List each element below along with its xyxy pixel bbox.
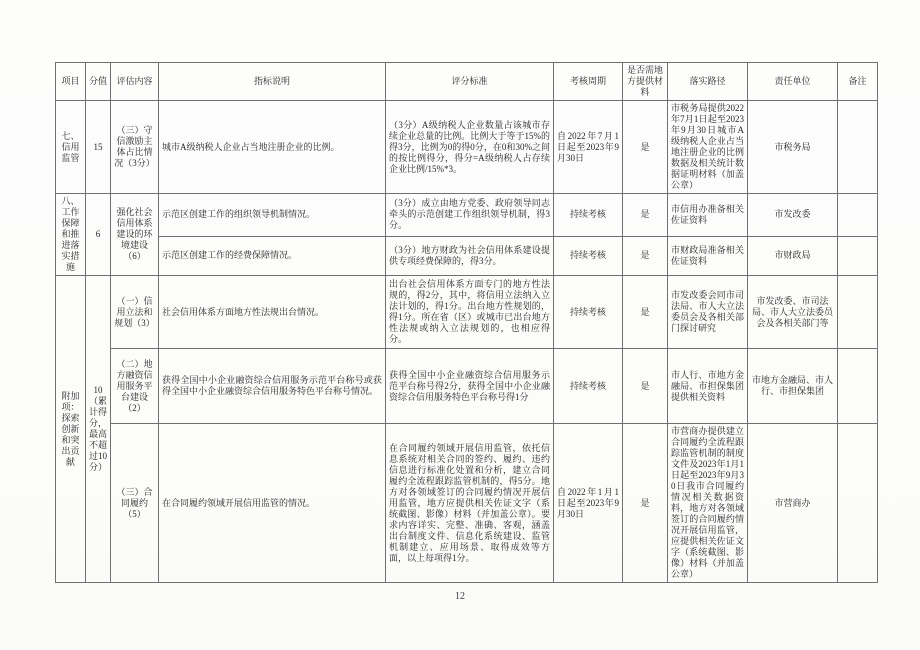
header-period: 考核周期	[554, 63, 623, 101]
table-row	[56, 349, 878, 424]
cell-standard: （3分）成立由地方党委、政府领导同志牵头的示范创建工作组织领导机制，得3分。	[386, 194, 554, 237]
header-path: 落实路径	[668, 63, 748, 101]
header-eval-content: 评估内容	[111, 63, 159, 101]
cell-period: 自2022年1月1日起至2023年9月30日	[554, 424, 623, 583]
cell-project: 七、信用监管	[56, 101, 86, 194]
cell-unit: 市营商办	[748, 424, 838, 583]
cell-material: 是	[623, 236, 668, 275]
cell-period: 自2022年7月1日起至2023年9月30日	[554, 101, 623, 194]
cell-material: 是	[623, 276, 668, 349]
cell-material: 是	[623, 101, 668, 194]
header-unit: 责任单位	[748, 63, 838, 101]
cell-project: 八、工作保障和推进落实措施	[56, 194, 86, 276]
cell-remark	[838, 424, 878, 583]
cell-material: 是	[623, 349, 668, 424]
page-number: 12	[455, 591, 465, 602]
header-standard: 评分标准	[386, 63, 554, 101]
cell-indicator: 社会信用体系方面地方性法规出台情况。	[159, 276, 386, 349]
cell-eval-content: （二）地方融资信用服务平台建设（2）	[111, 349, 159, 424]
cell-remark	[838, 101, 878, 194]
cell-unit: 市地方金融局、市人行、市担保集团	[748, 349, 838, 424]
cell-remark	[838, 236, 878, 275]
evaluation-criteria-table	[55, 62, 878, 583]
cell-period: 持续考核	[554, 349, 623, 424]
cell-score: 15	[86, 101, 111, 194]
cell-standard: 出台社会信用体系方面专门的地方性法规的，得2分，其中，将信用立法纳入立法计划的，得1分。出台地方性规划的，得1分。所在省（区）或城市已出台地方性法规或纳入立法规划的，也相应得分。	[386, 276, 554, 349]
cell-path: 市人行、市地方金融局、市担保集团提供相关资料	[668, 349, 748, 424]
table-row	[56, 236, 878, 275]
cell-material: 是	[623, 194, 668, 237]
cell-material: 是	[623, 424, 668, 583]
cell-project: 附加项：探索创新和突出贡献	[56, 276, 86, 583]
table-row	[56, 276, 878, 349]
cell-eval-content: （三）守信激励主体占比情况（3分）	[111, 101, 159, 194]
cell-indicator: 城市A级纳税人企业占当地注册企业的比例。	[159, 101, 386, 194]
header-indicator: 指标说明	[159, 63, 386, 101]
cell-unit: 市发改委	[748, 194, 838, 237]
table-header-row	[56, 63, 878, 101]
header-material: 是否需地方提供材料	[623, 63, 668, 101]
cell-period: 持续考核	[554, 194, 623, 237]
header-project: 项目	[56, 63, 86, 101]
cell-score: 6	[86, 194, 111, 276]
cell-indicator: 示范区创建工作的经费保障情况。	[159, 236, 386, 275]
cell-eval-content: 强化社会信用体系建设的环境建设（6）	[111, 194, 159, 276]
cell-standard: （3分）地方财政为社会信用体系建设提供专项经费保障的，得3分。	[386, 236, 554, 275]
cell-indicator: 在合同履约领域开展信用监管的情况。	[159, 424, 386, 583]
cell-path: 市营商办提供建立合同履约全流程跟踪监管机制的制度文件及2023年1月1日起至2023年9月30日我市合同履约情况相关数据资料，地方对各领域签订的合同履约情况开展信用监管，应提供相关佐证文字（系统截图、影像）材料（并加盖公章）	[668, 424, 748, 583]
cell-remark	[838, 349, 878, 424]
cell-eval-content: （三）合同履约（5）	[111, 424, 159, 583]
cell-path: 市税务局提供2022年7月1日起至2023年9月30日城市A级纳税人企业占当地注册企业的比例数据及相关统计数据证明材料（加盖公章）	[668, 101, 748, 194]
cell-score: 10（累计得分，最高不超过10分）	[86, 276, 111, 583]
cell-standard: 获得全国中小企业融资综合信用服务示范平台称号得2分，获得全国中小企业融资综合信用服务特色平台称号得1分	[386, 349, 554, 424]
cell-standard: 在合同履约领域开展信用监管，依托信息系统对相关合同的签约、履约、违约信息进行标准化处置和分析，建立合同履约全流程跟踪监管机制的，得5分。地方对各领域签订的合同履约情况开展信用监管，地方应提供相关佐证文字（系统截图、影像）材料（并加盖公章）。要求内容详实、完整、准确、客观，涵盖出台制度文件、信息化系统建设、监管机制建立、应用场景、取得成效等方面，以上每项得1分。	[386, 424, 554, 583]
cell-path: 市信用办准备相关佐证资料	[668, 194, 748, 237]
cell-period: 持续考核	[554, 236, 623, 275]
table-row	[56, 424, 878, 583]
cell-indicator: 获得全国中小企业融资综合信用服务示范平台称号或获得全国中小企业融资综合信用服务特色平台称号情况。	[159, 349, 386, 424]
cell-remark	[838, 276, 878, 349]
cell-eval-content: （一）信用立法和规划（3）	[111, 276, 159, 349]
cell-path: 市发改委会同市司法局、市人大立法委员会及各相关部门探讨研究	[668, 276, 748, 349]
cell-path: 市财政局准备相关佐证资料	[668, 236, 748, 275]
cell-remark	[838, 194, 878, 237]
cell-unit: 市税务局	[748, 101, 838, 194]
cell-unit: 市财政局	[748, 236, 838, 275]
header-remark: 备注	[838, 63, 878, 101]
table-row	[56, 101, 878, 194]
cell-standard: （3分）A级纳税人企业数量占该城市存续企业总量的比例。比例大于等于15%的得3分，比例为0的得0分，在0和30%之间的按比例得分，得分=A级纳税人占存续企业比例/15%*3。	[386, 101, 554, 194]
table-row	[56, 194, 878, 237]
cell-indicator: 示范区创建工作的组织领导机制情况。	[159, 194, 386, 237]
header-score: 分值	[86, 63, 111, 101]
cell-period: 持续考核	[554, 276, 623, 349]
cell-unit: 市发改委、市司法局、市人大立法委员会及各相关部门等	[748, 276, 838, 349]
